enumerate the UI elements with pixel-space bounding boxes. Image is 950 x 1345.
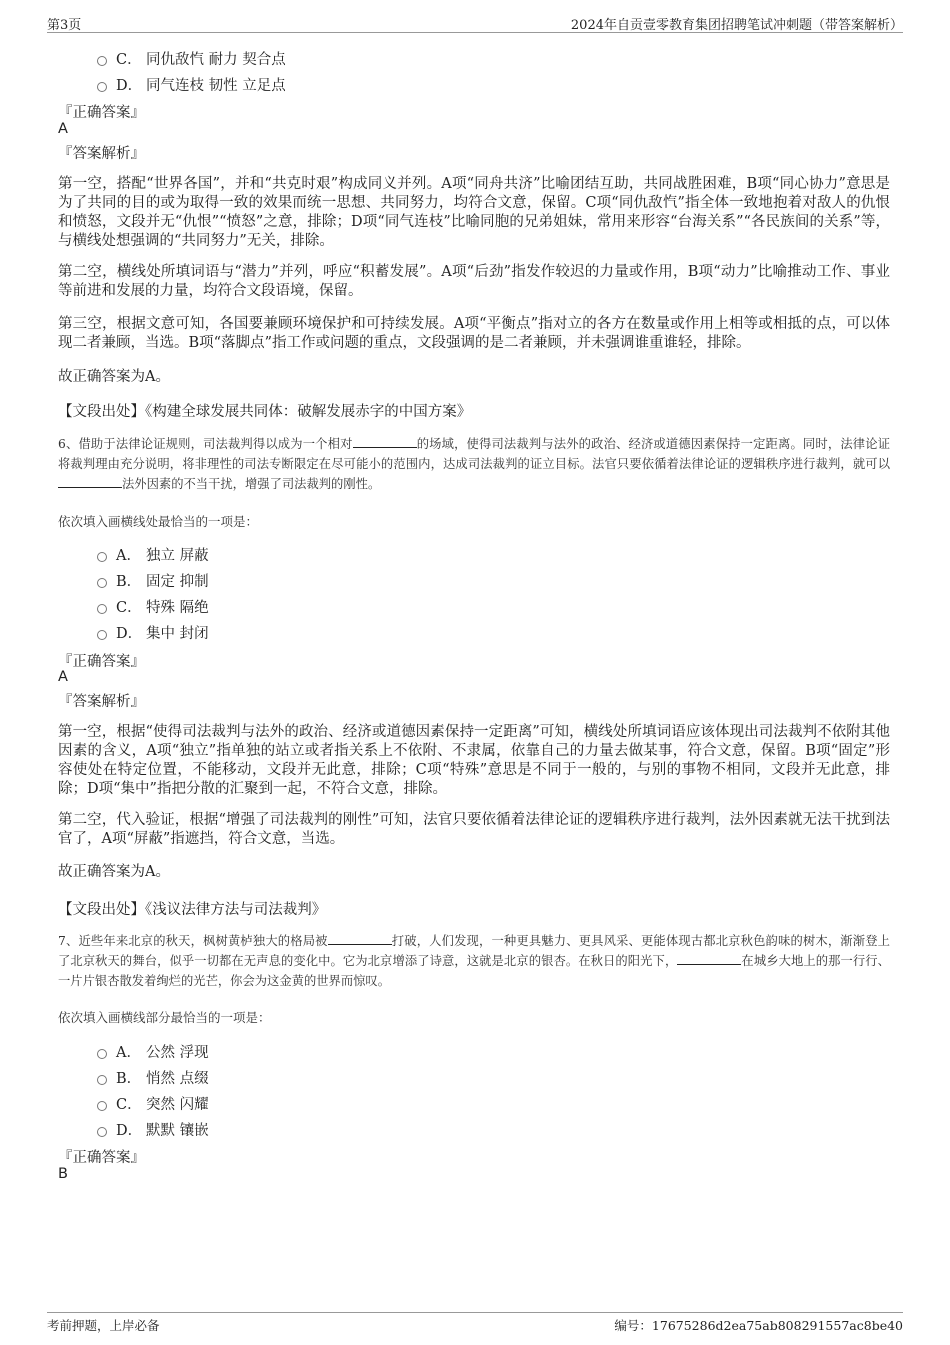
stem-text: 6、借助于法律论证规则，司法裁判得以成为一个相对 [58, 437, 353, 451]
option-text: 特殊 隔绝 [146, 600, 209, 616]
option-text: 集中 封闭 [146, 626, 209, 642]
footer-slogan: 考前押题，上岸必备 [47, 1318, 160, 1333]
option-text: 同仇敌忾 耐力 契合点 [146, 52, 286, 68]
option-text: 默默 镶嵌 [146, 1123, 209, 1139]
page-header [47, 14, 903, 33]
fill-blank [58, 475, 122, 488]
correct-answer-value: A [58, 121, 68, 137]
option-key: B． [116, 1071, 142, 1087]
option-d[interactable] [97, 74, 286, 95]
option-key: A． [116, 548, 141, 564]
option-d[interactable] [97, 622, 209, 643]
radio-icon[interactable] [97, 56, 107, 66]
option-key: A． [116, 1045, 141, 1061]
question-prompt: 依次填入画横线部分最恰当的一项是： [58, 1010, 271, 1025]
correct-answer-value: B [58, 1166, 68, 1182]
option-key: D． [116, 1123, 143, 1139]
radio-icon[interactable] [97, 578, 107, 588]
stem-text: 打破，人们发现，一种更具魅力、更具风采、更能体现古都北京秋色韵味的树木，渐渐登上了北京秋天的舞台，似乎一切都在无声息的变化中。它为北京增添了诗意，这就是北京的银杏。在秋日的阳光下， [58, 934, 890, 968]
source-citation: 【文段出处】《浅议法律方法与司法裁判》 [58, 902, 327, 918]
correct-answer-label: 『正确答案』 [58, 1150, 145, 1166]
analysis-conclusion: 故正确答案为A。 [58, 369, 170, 385]
stem-text: 法外因素的不当干扰，增强了司法裁判的刚性。 [122, 477, 381, 491]
option-c[interactable] [97, 48, 286, 69]
correct-answer-label: 『正确答案』 [58, 654, 145, 670]
option-key: B． [116, 574, 142, 590]
option-key: C． [116, 600, 142, 616]
fill-blank [353, 435, 417, 448]
radio-icon[interactable] [97, 82, 107, 92]
analysis-paragraph: 第二空，代入验证，根据“增强了司法裁判的刚性”可知，法官只要依循着法律论证的逻辑秩序进行裁判，法外因素就无法干扰到法官了，A项“屏蔽”指遮挡，符合文意，当选。 [58, 812, 890, 847]
fill-blank [677, 952, 741, 965]
source-citation: 【文段出处】《构建全球发展共同体：破解发展赤字的中国方案》 [58, 404, 472, 420]
analysis-label: 『答案解析』 [58, 146, 145, 162]
option-text: 公然 浮现 [146, 1045, 209, 1061]
option-b[interactable] [97, 570, 209, 591]
analysis-paragraph: 第一空，搭配“世界各国”，并和“共克时艰”构成同义并列。A项“同舟共济”比喻团结互助，共同战胜困难，B项“同心协力”意思是为了共同的目的或为取得一致的效果而统一思想、共同努力，均符合文意，保留。C项“同仇敌忾”指全体一致地抱着对敌人的仇恨和愤怒，文段并无“仇恨”“愤怒”之意，排除；D项“同气连枝”比喻同胞的兄弟姐妹，常用来形容“台海关系”“各民族间的关系”等，与横线处想强调的“共同努力”无关，排除。 [58, 176, 890, 249]
option-text: 独立 屏蔽 [146, 548, 209, 564]
analysis-paragraph: 第二空，横线处所填词语与“潜力”并列，呼应“积蓄发展”。A项“后劲”指发作较迟的力量或作用，B项“动力”比喻推动工作、事业等前进和发展的力量，均符合文段语境，保留。 [58, 264, 890, 299]
analysis-paragraph: 第三空，根据文意可知，各国要兼顾环境保护和可持续发展。A项“平衡点”指对立的各方在数量或作用上相等或相抵的点，可以体现二者兼顾，当选。B项“落脚点”指工作或问题的重点，文段强调的是二者兼顾，并未强调谁重谁轻，排除。 [58, 316, 890, 351]
analysis-paragraph: 第一空，根据“使得司法裁判与法外的政治、经济或道德因素保持一定距离”可知，横线处所填词语应该体现出司法裁判不依附其他因素的含义，A项“独立”指单独的站立或者指关系上不依附、不隶属，依靠自己的力量去做某事，符合文意，保留。B项“固定”形容使处在特定位置，不能移动，文段并无此意，排除；C项“特殊”意思是不同于一般的，与别的事物不相同，文段并无此意，排除；D项“集中”指把分散的汇聚到一起，不符合文意，排除。 [58, 724, 890, 797]
document-id: 编号：17675286d2ea75ab808291557ac8be40 [614, 1318, 903, 1333]
page-footer [47, 1312, 903, 1333]
option-c[interactable] [97, 1093, 209, 1114]
option-key: C． [116, 1097, 142, 1113]
document-title: 2024年自贡壹零教育集团招聘笔试冲刺题（带答案解析） [570, 18, 903, 33]
radio-icon[interactable] [97, 1075, 107, 1085]
radio-icon[interactable] [97, 630, 107, 640]
radio-icon[interactable] [97, 604, 107, 614]
radio-icon[interactable] [97, 552, 107, 562]
analysis-conclusion: 故正确答案为A。 [58, 864, 170, 880]
stem-text: 在城乡大地上的那一行行、一片片银杏散发着绚烂的光芒，你会为这金黄的世界而惊叹。 [58, 954, 890, 988]
fill-blank [328, 932, 392, 945]
analysis-label: 『答案解析』 [58, 694, 145, 710]
option-key: D． [116, 626, 143, 642]
question-stem [58, 434, 890, 494]
option-d[interactable] [97, 1119, 209, 1140]
option-key: C． [116, 52, 142, 68]
radio-icon[interactable] [97, 1101, 107, 1111]
radio-icon[interactable] [97, 1127, 107, 1137]
question-stem [58, 931, 890, 991]
stem-text: 7、近些年来北京的秋天，枫树黄栌独大的格局被 [58, 934, 328, 948]
radio-icon[interactable] [97, 1049, 107, 1059]
correct-answer-label: 『正确答案』 [58, 105, 145, 121]
question-prompt: 依次填入画横线处最恰当的一项是： [58, 514, 259, 529]
stem-text: 的场域，使得司法裁判与法外的政治、经济或道德因素保持一定距离。同时，法律论证将裁判理由充分说明，将非理性的司法专断限定在尽可能小的范围内，达成司法裁判的证立目标。法官只要依循着法律论证的逻辑秩序进行裁判，就可以 [58, 437, 890, 471]
option-a[interactable] [97, 544, 209, 565]
option-text: 固定 抑制 [146, 574, 209, 590]
option-text: 悄然 点缀 [146, 1071, 209, 1087]
option-a[interactable] [97, 1041, 209, 1062]
correct-answer-value: A [58, 669, 68, 685]
option-key: D． [116, 78, 143, 94]
page-number: 第3页 [47, 18, 82, 33]
option-b[interactable] [97, 1067, 209, 1088]
option-c[interactable] [97, 596, 209, 617]
option-text: 突然 闪耀 [146, 1097, 209, 1113]
option-text: 同气连枝 韧性 立足点 [146, 78, 286, 94]
